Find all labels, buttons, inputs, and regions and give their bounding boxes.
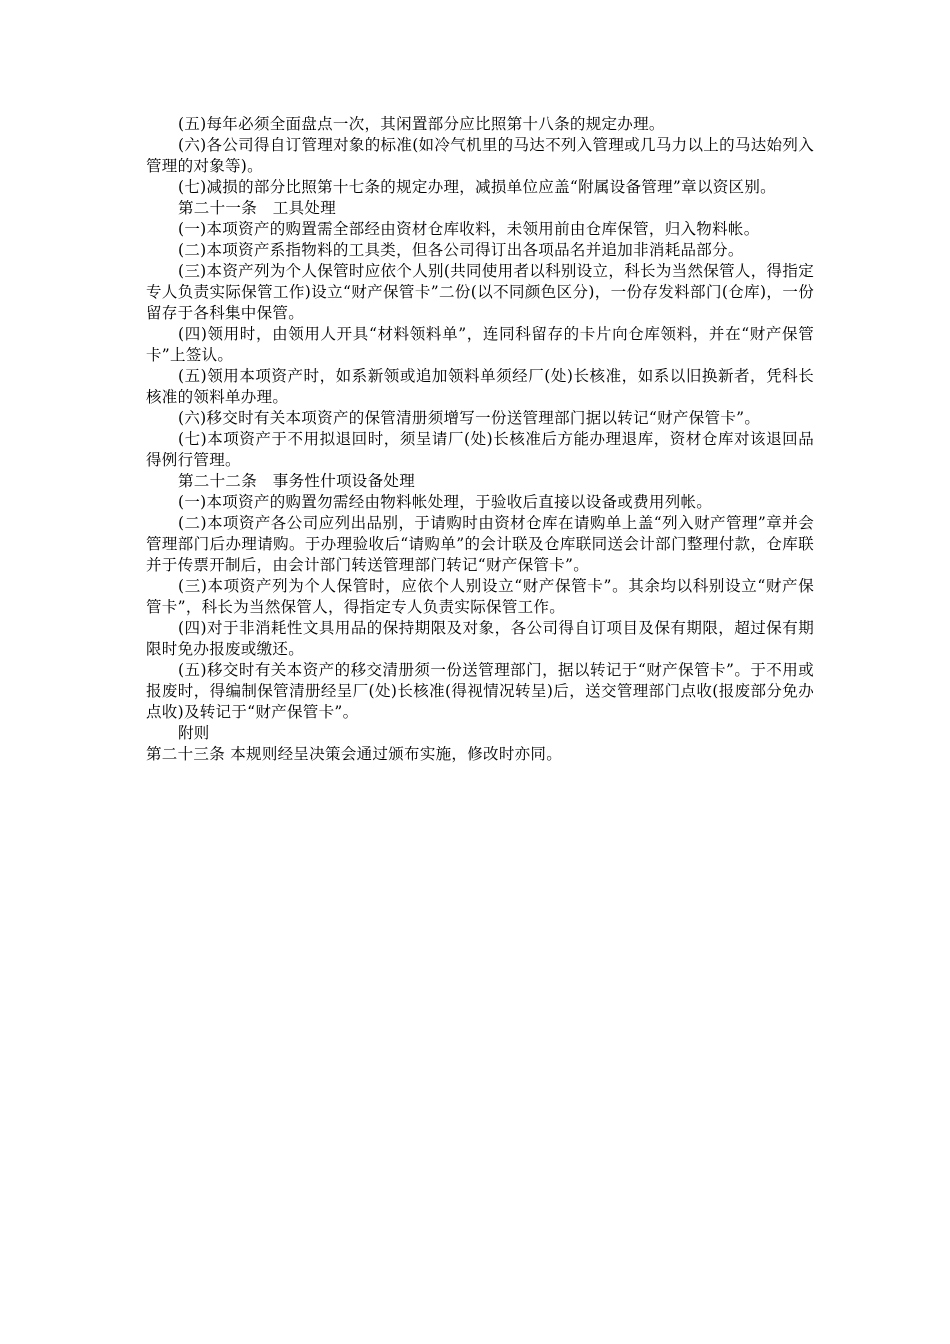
paragraph: (一)本项资产的购置需全部经由资材仓库收料，未领用前由仓库保管，归入物料帐。	[178, 220, 760, 238]
paragraph: (五)每年必须全面盘点一次，其闲置部分应比照第十八条的规定办理。	[178, 115, 665, 133]
paragraph: (六)各公司得自订管理对象的标准(如冷气机里的马达不列入管理或几马力以上的马达始列入管理的对象等)。	[146, 136, 814, 175]
paragraph: (二)本项资产各公司应列出品别，于请购时由资材仓库在请购单上盖“列入财产管理”章并会管理部门后办理请购。于办理验收后“请购单”的会计联及仓库联同送会计部门整理付款，仓库联并于传票开制后，由会计部门转送管理部门转记“财产保管卡”。	[146, 514, 814, 574]
document-body	[146, 114, 814, 765]
paragraph: (五)移交时有关本资产的移交清册须一份送管理部门，据以转记于“财产保管卡”。于不用或报废时，得编制保管清册经呈厂(处)长核准(得视情况转呈)后，送交管理部门点收(报废部分免办点收)及转记于“财产保管卡”。	[146, 661, 814, 721]
article-paragraph: 第二十三条 本规则经呈决策会通过颁布实施，修改时亦同。	[146, 745, 563, 763]
paragraph: (三)本资产列为个人保管时应依个人别(共同使用者以科别设立，科长为当然保管人，得指定专人负责实际保管工作)设立“财产保管卡”二份(以不同颜色区分)，一份存发料部门(仓库)，一份留存于各科集中保管。	[146, 262, 814, 322]
paragraph: (五)领用本项资产时，如系新领或追加领料单须经厂(处)长核准，如系以旧换新者，凭科长核准的领料单办理。	[146, 367, 814, 406]
paragraph: (七)减损的部分比照第十七条的规定办理，减损单位应盖“附属设备管理”章以资区别。	[178, 178, 776, 196]
article-heading: 第二十二条 事务性什项设备处理	[178, 472, 416, 490]
paragraph: (七)本项资产于不用拟退回时，须呈请厂(处)长核准后方能办理退库，资材仓库对该退回品得例行管理。	[146, 430, 814, 469]
paragraph: (四)对于非消耗性文具用品的保持期限及对象，各公司得自订项目及保有期限，超过保有期限时免办报废或缴还。	[146, 619, 814, 658]
paragraph: (四)领用时，由领用人开具“材料领料单”，连同科留存的卡片向仓库领料，并在“财产保管卡”上签认。	[146, 325, 814, 364]
section-heading: 附则	[178, 724, 210, 742]
article-heading: 第二十一条 工具处理	[178, 199, 337, 217]
paragraph: (三)本项资产列为个人保管时，应依个人别设立“财产保管卡”。其余均以科别设立“财产保管卡”，科长为当然保管人，得指定专人负责实际保管工作。	[146, 577, 814, 616]
paragraph: (一)本项资产的购置勿需经由物料帐处理，于验收后直接以设备或费用列帐。	[178, 493, 713, 511]
paragraph: (二)本项资产系指物料的工具类，但各公司得订出各项品名并追加非消耗品部分。	[178, 241, 744, 259]
paragraph: (六)移交时有关本项资产的保管清册须增写一份送管理部门据以转记“财产保管卡”。	[178, 409, 761, 427]
